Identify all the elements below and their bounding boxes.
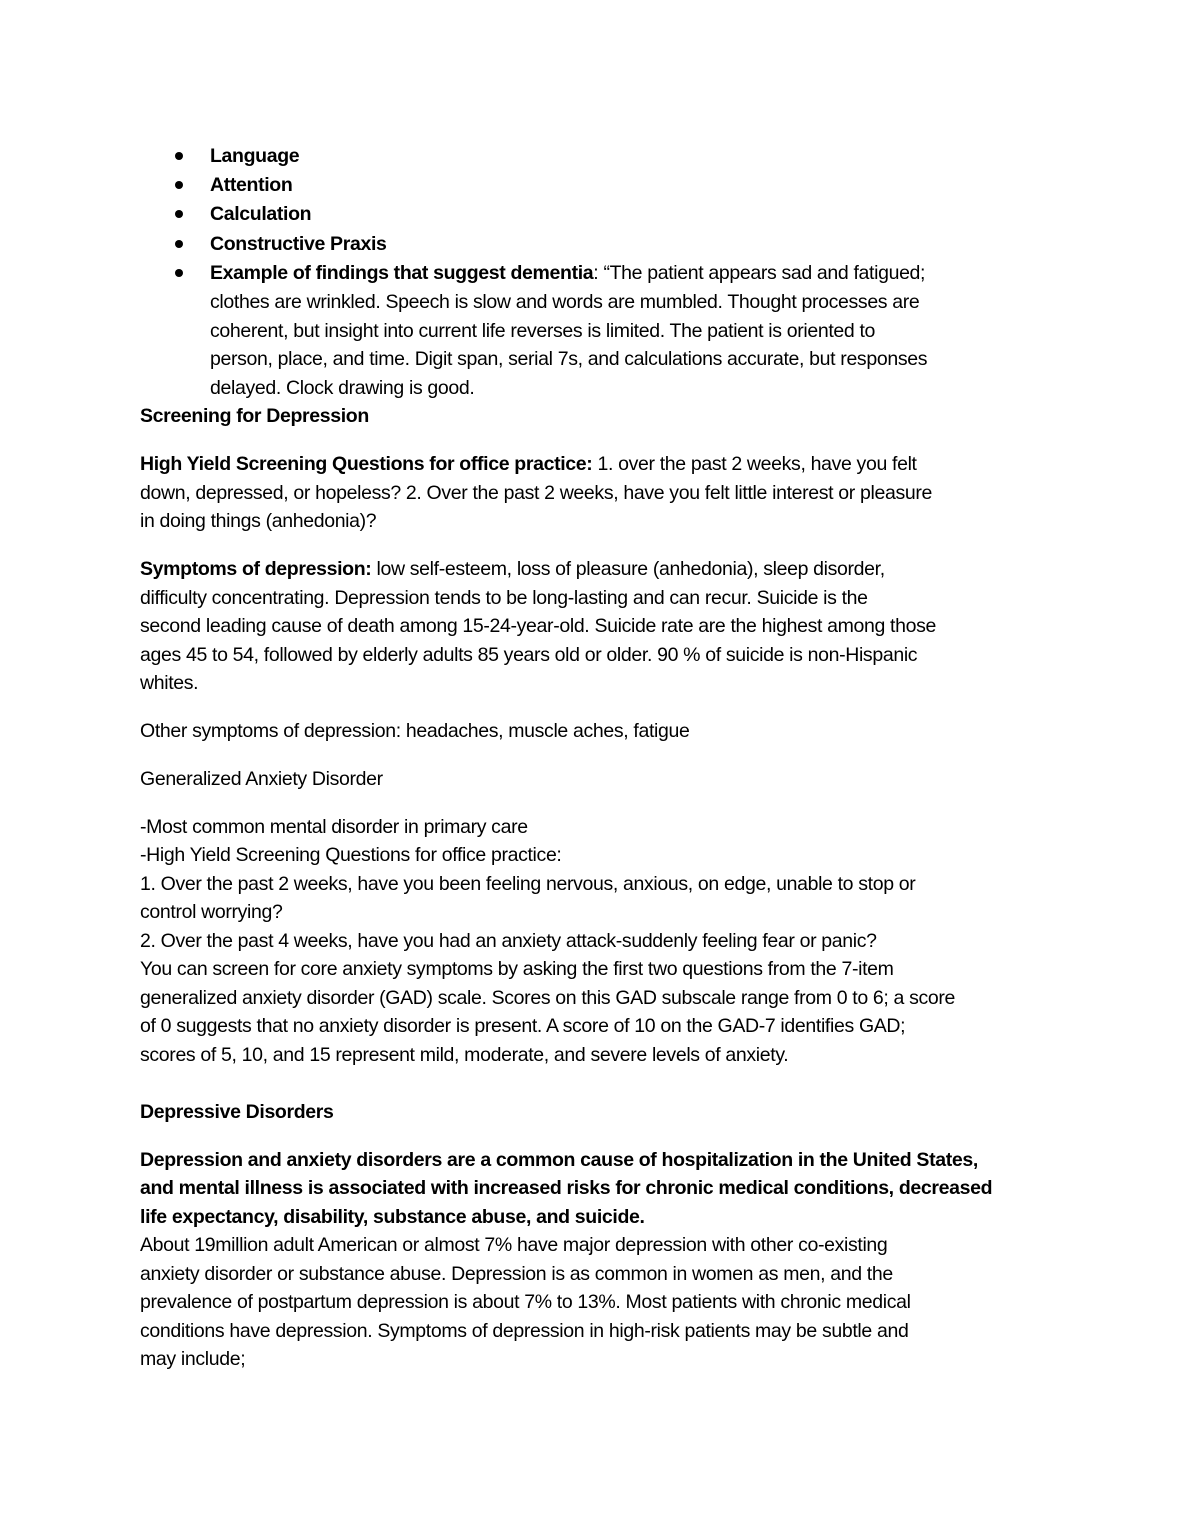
bullet-icon: [175, 210, 183, 218]
depressive-disorders-text: anxiety disorder or substance abuse. Depression is as common in women as men, and the: [140, 1263, 893, 1285]
high-yield-label: High Yield Screening Questions for office practice:: [140, 453, 593, 475]
dementia-example-text: person, place, and time. Digit span, serial 7s, and calculations accurate, but responses: [210, 348, 928, 370]
symptoms-paragraph: Symptoms of depression: low self-esteem, loss of pleasure (anhedonia), sleep disorder,: [140, 558, 885, 580]
depressive-disorders-text: may include;: [140, 1348, 246, 1370]
gad-text: generalized anxiety disorder (GAD) scale. Scores on this GAD subscale range from 0 to 6; a score: [140, 987, 956, 1009]
dementia-example-text: coherent, but insight into current life reverses is limited. The patient is oriented to: [210, 320, 876, 342]
gad-text: 1. Over the past 2 weeks, have you been feeling nervous, anxious, on edge, unable to stop or: [140, 873, 916, 895]
bullet-icon: [175, 240, 183, 248]
depressive-disorders-text: prevalence of postpartum depression is about 7% to 13%. Most patients with chronic medical: [140, 1291, 911, 1313]
depressive-disorders-text: conditions have depression. Symptoms of depression in high-risk patients may be subtle and: [140, 1320, 909, 1342]
section-heading-screening-depression: Screening for Depression: [140, 405, 369, 427]
high-yield-text: in doing things (anhedonia)?: [140, 510, 377, 532]
section-heading-gad: Generalized Anxiety Disorder: [140, 768, 383, 790]
high-yield-text: down, depressed, or hopeless? 2. Over the past 2 weeks, have you felt little interest or pleasure: [140, 482, 933, 504]
dementia-example-text: delayed. Clock drawing is good.: [210, 377, 475, 399]
symptoms-text: whites.: [140, 672, 199, 694]
gad-text: -Most common mental disorder in primary care: [140, 816, 528, 838]
symptoms-text: difficulty concentrating. Depression tends to be long-lasting and can recur. Suicide is the: [140, 587, 868, 609]
gad-text: scores of 5, 10, and 15 represent mild, moderate, and severe levels of anxiety.: [140, 1044, 789, 1066]
list-item: Constructive Praxis: [210, 233, 387, 255]
dementia-example-text: clothes are wrinkled. Speech is slow and words are mumbled. Thought processes are: [210, 291, 920, 313]
list-item: Calculation: [210, 203, 312, 225]
gad-text: control worrying?: [140, 901, 283, 923]
depressive-disorders-text: About 19million adult American or almost 7% have major depression with other co-existing: [140, 1234, 888, 1256]
list-item: Language: [210, 145, 300, 167]
other-symptoms-text: Other symptoms of depression: headaches, muscle aches, fatigue: [140, 720, 690, 742]
depressive-disorders-bold-text: Depression and anxiety disorders are a common cause of hospitalization in the United States,: [140, 1149, 978, 1171]
dementia-example-label: Example of findings that suggest dementia: [210, 262, 594, 284]
symptoms-text: second leading cause of death among 15-24-year-old. Suicide rate are the highest among those: [140, 615, 937, 637]
symptoms-label: Symptoms of depression:: [140, 558, 372, 580]
gad-text: 2. Over the past 4 weeks, have you had an anxiety attack-suddenly feeling fear or panic?: [140, 930, 877, 952]
high-yield-paragraph: High Yield Screening Questions for office practice: 1. over the past 2 weeks, have you felt: [140, 453, 917, 475]
list-item: Attention: [210, 174, 293, 196]
dementia-example-item: Example of findings that suggest dementia: “The patient appears sad and fatigued;: [210, 262, 926, 284]
depressive-disorders-bold-text: and mental illness is associated with increased risks for chronic medical conditions, decreased: [140, 1177, 993, 1199]
gad-text: You can screen for core anxiety symptoms by asking the first two questions from the 7-item: [140, 958, 894, 980]
gad-text: -High Yield Screening Questions for office practice:: [140, 844, 562, 866]
gad-text: of 0 suggests that no anxiety disorder is present. A score of 10 on the GAD-7 identifies GAD;: [140, 1015, 906, 1037]
bullet-icon: [175, 269, 183, 277]
symptoms-text: ages 45 to 54, followed by elderly adults 85 years old or older. 90 % of suicide is non-Hispanic: [140, 644, 918, 666]
depressive-disorders-bold-text: life expectancy, disability, substance abuse, and suicide.: [140, 1206, 645, 1228]
bullet-icon: [175, 152, 183, 160]
section-heading-depressive-disorders: Depressive Disorders: [140, 1101, 334, 1123]
bullet-icon: [175, 181, 183, 189]
